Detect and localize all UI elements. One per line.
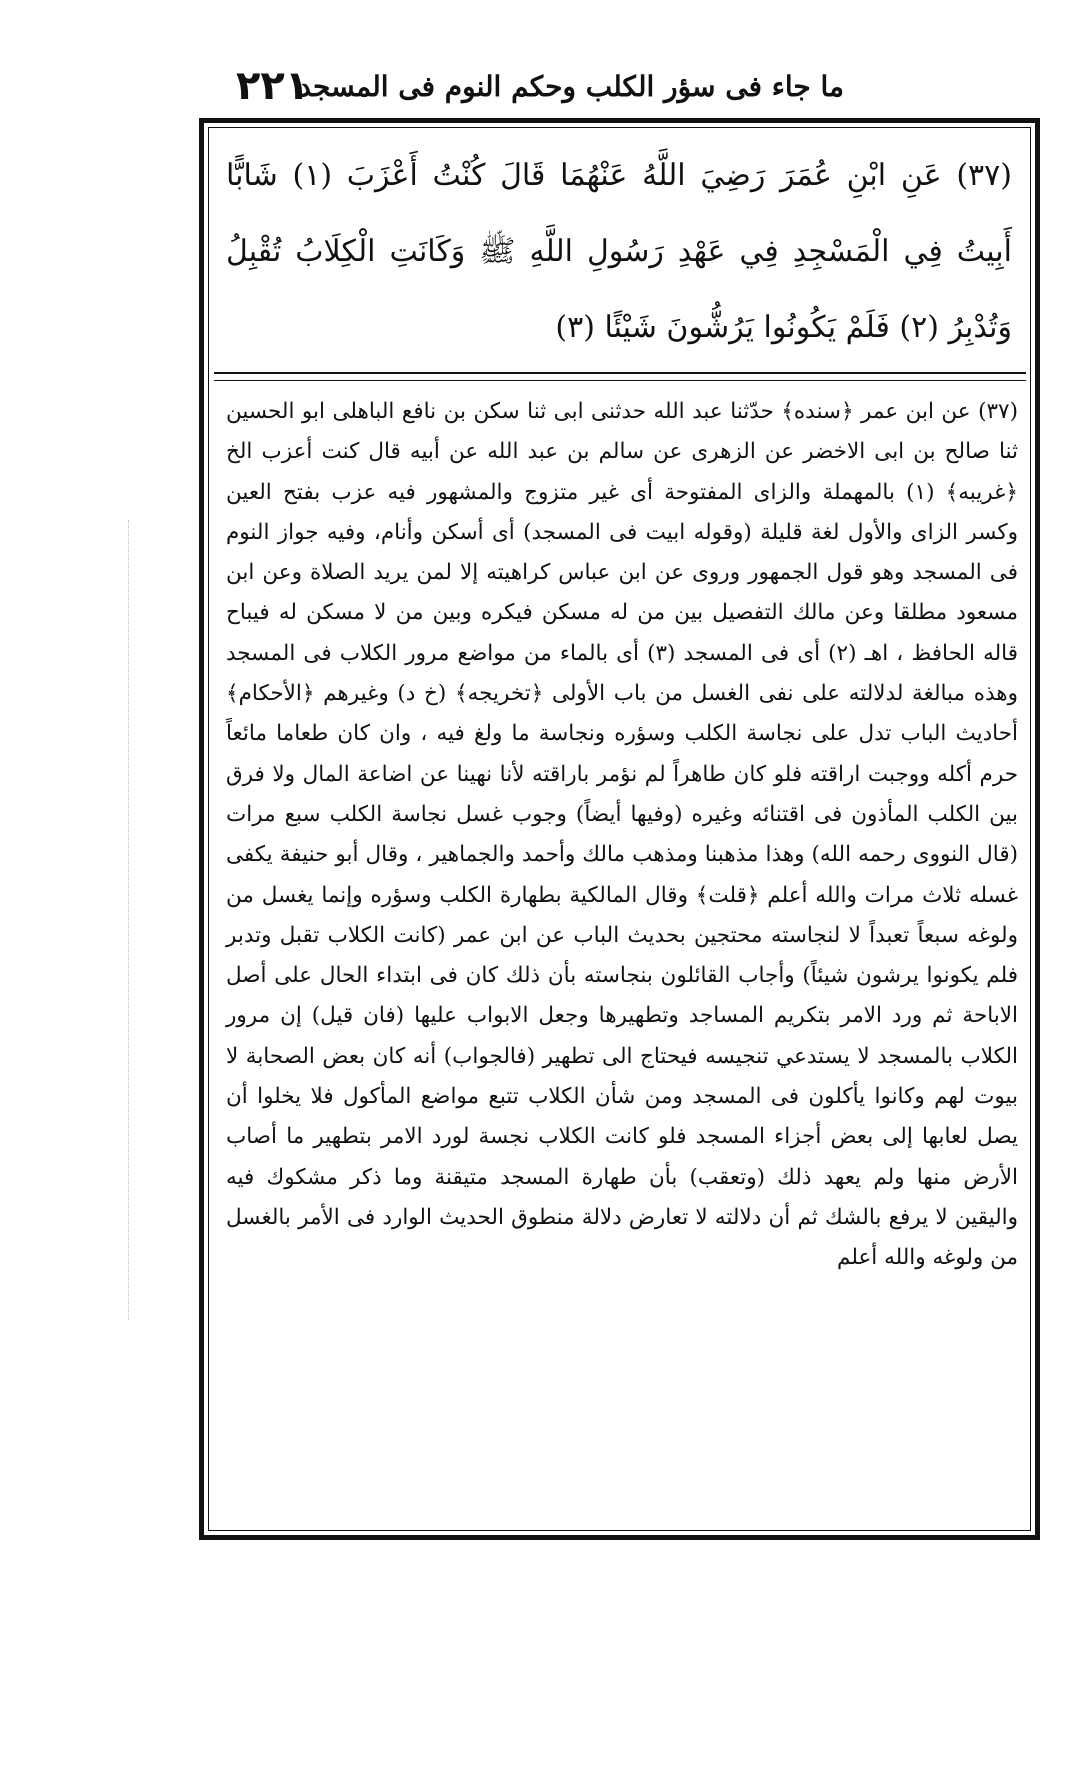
hadith-text: (٣٧) عَنِ ابْنِ عُمَرَ رَضِيَ اللَّهُ عَنْهُمَا قَالَ كُنْتُ أَعْزَبَ (١) شَابًّا أَبِيتُ فِي الْمَسْجِدِ فِي عَهْدِ رَسُولِ اللَّهِ ﷺ وَكَانَتِ الْكِلَابُ تُقْبِلُ وَتُدْبِرُ (٢) فَلَمْ يَكُونُوا يَرُشُّونَ شَيْئًا (٣) [226, 158, 1012, 345]
section-divider-thin [214, 380, 1026, 381]
commentary-text: (٣٧) عن ابن عمر ﴿سنده﴾ حدّثنا عبد الله حدثنى ابى ثنا سكن بن نافع الباهلى ابو الحسين ثنا صالح بن ابى الاخضر عن الزهرى عن سالم بن عبد الله عن أبيه قال كنت أعزب الخ ﴿غريبه﴾ (١) بالمهملة والزاى المفتوحة أى غير متزوج والمشهور فيه عزب بفتح العين وكسر الزاى والأول لغة قليلة (وقوله ابيت فى المسجد) أى أسكن وأنام، وفيه جواز النوم فى المسجد وهو قول الجمهور وروى عن ابن عباس كراهيته إلا لمن يريد الصلاة وعن ابن مسعود مطلقا وعن مالك التفصيل بين من له مسكن فيكره وبين من لا مسكن له فيباح قاله الحافظ ، اهـ (٢) أى فى المسجد (٣) أى بالماء من مواضع مرور الكلاب فى المسجد وهذه مبالغة لدلالته على نفى الغسل من باب الأولى ﴿تخريجه﴾ (خ د) وغيرهم ﴿الأحكام﴾ أحاديث الباب تدل على نجاسة الكلب وسؤره ونجاسة ما ولغ فيه ، وان كان طعاما مائعاً حرم أكله ووجبت اراقته فلو كان طاهراً لم نؤمر باراقته لأنا نهينا عن اضاعة المال ولا فرق بين الكلب المأذون فى اقتنائه وغيره (وفيها أيضاً) وجوب غسل نجاسة الكلب سبع مرات (قال النووى رحمه الله) وهذا مذهبنا ومذهب مالك وأحمد والجماهير ، وقال أبو حنيفة يكفى غسله ثلاث مرات والله أعلم ﴿قلت﴾ وقال المالكية بطهارة الكلب وسؤره وإنما يغسل من ولوغه سبعاً تعبداً لا لنجاسته محتجين بحديث الباب عن ابن عمر (كانت الكلاب تقبل وتدبر فلم يكونوا يرشون شيئاً) وأجاب القائلون بنجاسته بأن ذلك كان فى ابتداء الحال على أصل الاباحة ثم ورد الامر بتكريم المساجد وتطهيرها وجعل الابواب عليها (فان قيل) إن مرور الكلاب بالمسجد لا يستدعي تنجيسه فيحتاج الى تطهير (فالجواب) أنه كان بعض الصحابة لا بيوت لهم وكانوا يأكلون فى المسجد ومن شأن الكلاب تتبع مواضع المأكول فلا يخلوا أن يصل لعابها إلى بعض أجزاء المسجد فلو كانت الكلاب نجسة لورد الامر بتطهير ما أصاب الأرض منها ولم يعهد ذلك (وتعقب) بأن طهارة المسجد متيقنة وما ذكر مشكوك فيه واليقين لا يرفع بالشك ثم أن دلالته لا تعارض دلالة منطوق الحديث الوارد فى الأمر بالغسل من ولوغه والله أعلم [226, 399, 1018, 1271]
section-divider [214, 372, 1026, 374]
margin-mark [128, 520, 135, 1320]
commentary-block [222, 392, 1022, 1772]
page-number: ٢٢١ [236, 63, 310, 109]
running-title: ما جاء فى سؤر الكلب وحكم النوم فى المسجد [298, 70, 844, 103]
